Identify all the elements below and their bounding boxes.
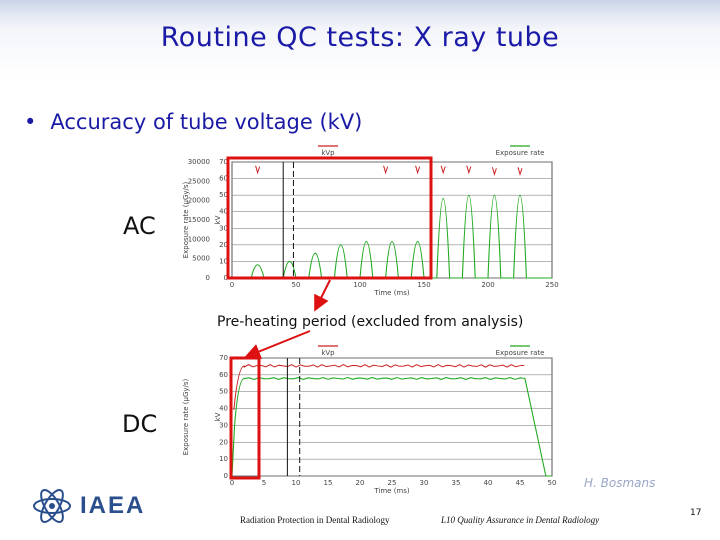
y-axis-label-left: Exposure rate (µGy/s) — [182, 181, 190, 259]
y-tick-label-right: 50 — [219, 191, 228, 200]
y-tick-label-right: 40 — [219, 207, 228, 216]
x-axis-label: Time (ms) — [374, 289, 410, 297]
y-tick-label-right: 60 — [219, 174, 228, 183]
y-axis-label-left: Exposure rate (µGy/s) — [182, 378, 190, 456]
iaea-logo — [30, 484, 160, 528]
footer-left: Radiation Protection in Dental Radiology — [240, 515, 390, 525]
y-tick-label-right: 10 — [219, 455, 228, 464]
y-tick-label-right: 30 — [219, 224, 228, 233]
page-number: 17 — [690, 508, 702, 518]
credit-text: H. Bosmans — [584, 476, 656, 490]
x-tick-label: 0 — [229, 281, 235, 289]
y-tick-label-right: 70 — [219, 158, 228, 166]
y-tick-label-right: 40 — [219, 404, 228, 413]
pre-heating-label: Pre-heating period (excluded from analysis) — [217, 314, 524, 330]
x-tick-label: 40 — [483, 479, 493, 487]
x-tick-label: 25 — [387, 479, 397, 487]
y-tick-label-right: 0 — [223, 472, 228, 480]
y-tick-label-right: 0 — [223, 274, 228, 282]
y-tick-label-right: 10 — [219, 257, 228, 266]
x-tick-label: 100 — [353, 281, 367, 289]
x-tick-label: 45 — [515, 479, 525, 487]
x-tick-label: 30 — [419, 479, 429, 487]
legend-label-exposure: Exposure rate — [495, 349, 545, 357]
legend-label-exposure: Exposure rate — [495, 149, 545, 157]
bullet-text: Accuracy of tube voltage (kV) — [50, 110, 363, 134]
ac-pre-heating-box — [228, 158, 431, 278]
y-tick-label-left: 10000 — [187, 235, 210, 244]
x-tick-label: 5 — [261, 479, 267, 487]
atom-icon — [30, 484, 74, 528]
dc-label: DC — [122, 410, 158, 438]
y-tick-label-right: 20 — [219, 438, 228, 447]
x-tick-label: 10 — [291, 479, 301, 487]
y-axis-label-right: kV — [214, 412, 222, 422]
y-tick-label-right: 50 — [219, 387, 228, 396]
legend-label-kvp: kVp — [321, 349, 335, 357]
x-axis-label: Time (ms) — [374, 487, 410, 495]
x-tick-label: 35 — [451, 479, 461, 487]
footer-right: L10 Quality Assurance in Dental Radiology — [441, 515, 600, 525]
dc-pre-heating-box — [231, 358, 259, 478]
x-tick-label: 150 — [417, 281, 431, 289]
y-tick-label-right: 20 — [219, 240, 228, 249]
y-tick-label-right: 30 — [219, 421, 228, 430]
logo-text: IAEA — [80, 492, 146, 519]
y-tick-label-right: 70 — [219, 354, 228, 362]
x-tick-label: 250 — [545, 281, 559, 289]
y-tick-label-left: 25000 — [187, 177, 210, 186]
y-tick-label-left: 30000 — [187, 158, 210, 166]
y-axis-label-right: kV — [214, 215, 222, 225]
x-tick-label: 20 — [355, 479, 365, 487]
y-tick-label-left: 5000 — [192, 254, 210, 263]
dc-arrow — [248, 331, 310, 356]
x-tick-label: 15 — [323, 479, 333, 487]
y-tick-label-left: 15000 — [187, 216, 210, 224]
x-tick-label: 50 — [547, 479, 557, 487]
x-tick-label: 0 — [229, 479, 235, 487]
x-tick-label: 50 — [291, 281, 301, 289]
ac-arrow — [316, 280, 330, 308]
slide-title: Routine QC tests: X ray tube — [160, 22, 560, 53]
legend-label-kvp: kVp — [321, 149, 335, 157]
x-tick-label: 200 — [481, 281, 495, 289]
ac-label: AC — [123, 212, 156, 240]
y-tick-label-right: 60 — [219, 370, 228, 379]
y-tick-label-left: 20000 — [187, 196, 210, 205]
y-tick-label-left: 0 — [205, 274, 210, 282]
bullet-marker: • — [24, 110, 37, 134]
